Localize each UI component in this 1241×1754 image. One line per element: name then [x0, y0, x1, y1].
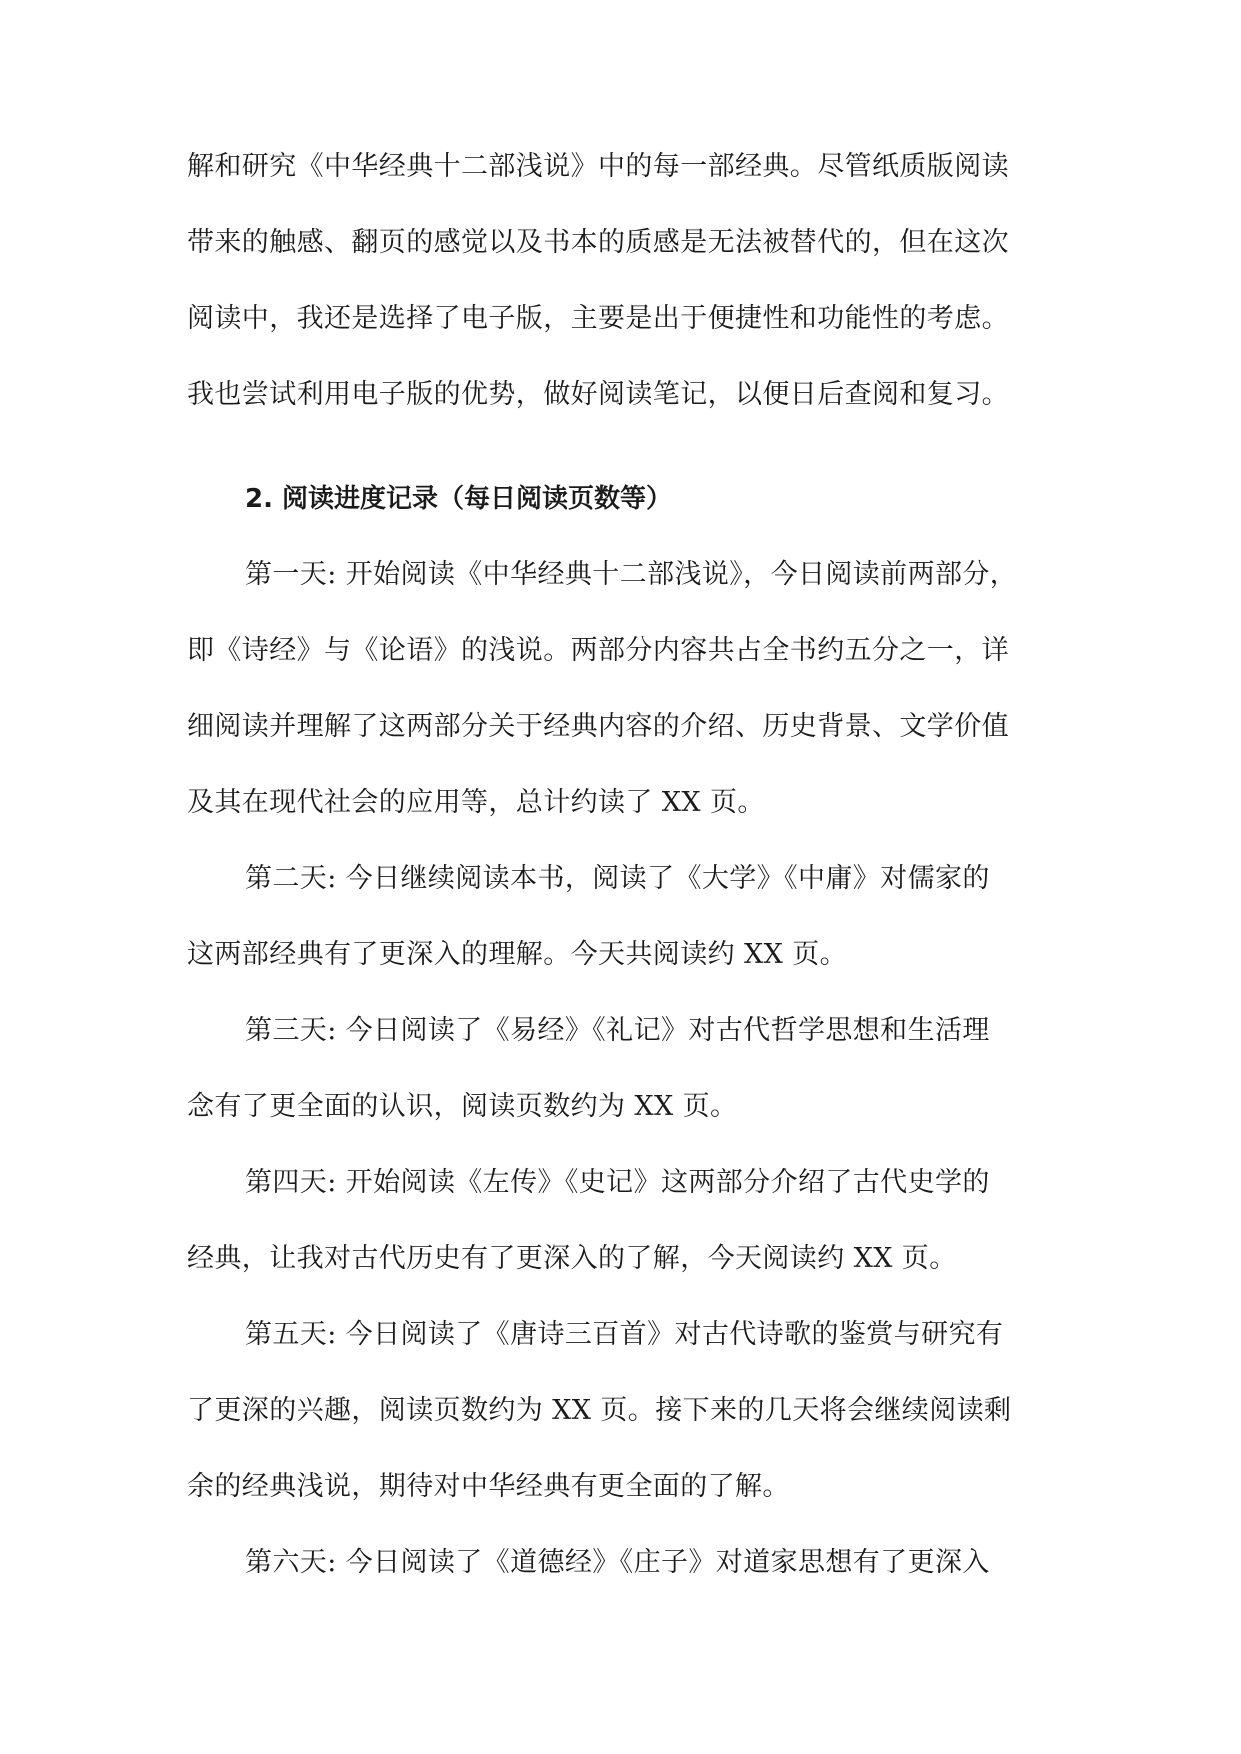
- day-2-paragraph: [187, 860, 1057, 1012]
- paragraph-line: 第五天: 今日阅读了《唐诗三百首》对古代诗歌的鉴赏与研究有: [245, 1319, 1004, 1350]
- day-6-paragraph: [187, 1544, 1057, 1620]
- paragraph-line: 带来的触感、翻页的感觉以及书本的质感是无法被替代的，但在这次: [187, 227, 1009, 258]
- paragraph-line: 即《诗经》与《论语》的浅说。两部分内容共占全书约五分之一，详: [187, 635, 1009, 666]
- paragraph-line: 我也尝试利用电子版的优势，做好阅读笔记，以便日后查阅和复习。: [187, 379, 1009, 410]
- paragraph-line: 这两部经典有了更深入的理解。今天共阅读约 XX 页。: [187, 939, 848, 970]
- paragraph-line: 及其在现代社会的应用等，总计约读了 XX 页。: [187, 787, 765, 818]
- paragraph-line: 阅读中，我还是选择了电子版，主要是出于便捷性和功能性的考虑。: [187, 303, 1009, 334]
- day-4-paragraph: [187, 1164, 1057, 1316]
- day-3-paragraph: [187, 1012, 1057, 1164]
- paragraph-line: 了更深的兴趣，阅读页数约为 XX 页。接下来的几天将会继续阅读剩: [187, 1395, 1012, 1426]
- paragraph-line: 细阅读并理解了这两部分关于经典内容的介绍、历史背景、文学价值: [187, 711, 1009, 742]
- day-1-paragraph: [187, 556, 1057, 860]
- paragraph-line: 第一天: 开始阅读《中华经典十二部浅说》，今日阅读前两部分，: [245, 559, 1018, 590]
- paragraph-line: 经典，让我对古代历史有了更深入的了解，今天阅读约 XX 页。: [187, 1243, 957, 1274]
- paragraph-line: 第二天: 今日继续阅读本书，阅读了《大学》《中庸》对儒家的: [245, 863, 990, 894]
- day-5-paragraph: [187, 1316, 1057, 1544]
- intro-paragraph: [187, 148, 1057, 452]
- paragraph-line: 第三天: 今日阅读了《易经》《礼记》对古代哲学思想和生活理: [245, 1015, 990, 1046]
- section-heading: 2. 阅读进度记录（每日阅读页数等）: [245, 484, 673, 514]
- paragraph-line: 第六天: 今日阅读了《道德经》《庄子》对道家思想有了更深入: [245, 1547, 990, 1578]
- paragraph-line: 念有了更全面的认识，阅读页数约为 XX 页。: [187, 1091, 738, 1122]
- paragraph-line: 余的经典浅说，期待对中华经典有更全面的了解。: [187, 1471, 790, 1502]
- paragraph-line: 解和研究《中华经典十二部浅说》中的每一部经典。尽管纸质版阅读: [187, 151, 1009, 182]
- document-body: [187, 148, 1057, 1620]
- paragraph-line: 第四天: 开始阅读《左传》《史记》这两部分介绍了古代史学的: [245, 1167, 990, 1198]
